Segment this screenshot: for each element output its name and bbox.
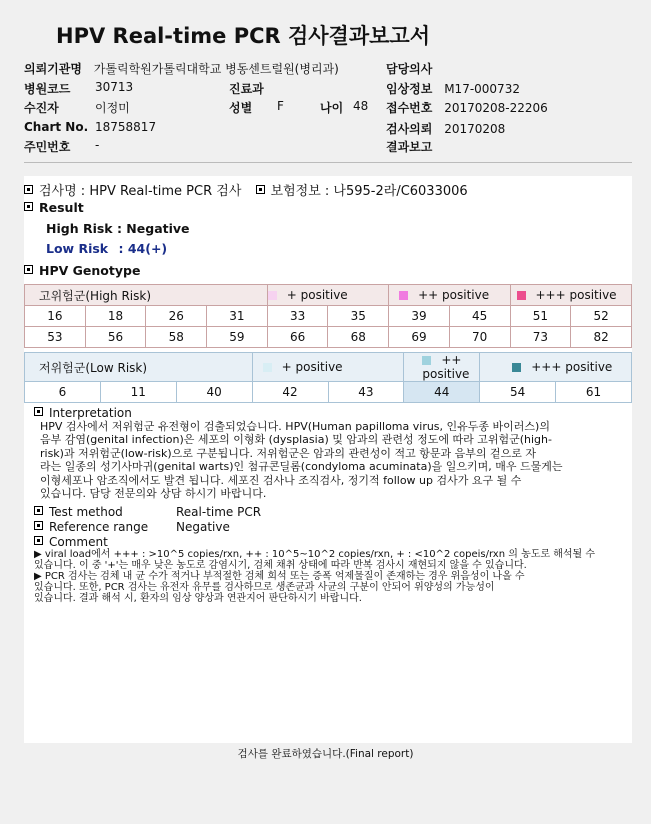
rrn-value: - — [95, 138, 100, 152]
low-risk-title: 저위험군(Low Risk) — [25, 353, 253, 382]
genotype-cell: 35 — [328, 306, 389, 327]
genotype-cell: 68 — [328, 327, 389, 348]
bullet-square-icon — [256, 185, 265, 194]
text-line: 음부 감염(genital infection)은 세포의 이형화 (dysplasia) 및 암과의 관련성 정도에 따라 고위험군(high- — [40, 433, 552, 447]
hosp-code-row — [24, 80, 70, 97]
low-risk-value: : 44(+) — [118, 241, 168, 256]
text-line: risk)과 저위험군(low-risk)으로 구분됩니다. 저위험군은 암과의 관련성이 적고 항문과 음부의 겉으로 자 — [40, 446, 536, 460]
text-line: 라는 일종의 성기사마귀(genital warts)인 첨규콘딜롬(condyloma acuminata)을 일으키며, 매우 드물게는 — [40, 460, 563, 474]
bullet-square-icon — [24, 265, 33, 274]
high-risk-header — [25, 285, 632, 306]
comment-text — [34, 549, 595, 604]
genotype-heading-text: HPV Genotype — [39, 263, 141, 278]
genotype-cell: 16 — [25, 306, 86, 327]
legend-swatch — [268, 291, 277, 300]
genotype-cell: 61 — [556, 382, 632, 403]
high-risk-table — [24, 284, 632, 348]
text-line: 있습니다. 결과 해석 시, 환자의 임상 양상과 연관지어 판단하시기 바랍니다. — [34, 593, 362, 604]
genotype-cell: 33 — [267, 306, 328, 327]
text-line: ▶ viral load에서 +++ : >10^5 copies/rxn, ++ : 10^5~10^2 copies/rxn, + : <10^2 copeis/rxn 의 농도로 해석될 수 — [34, 549, 596, 560]
reference-row — [34, 520, 148, 534]
genotype-cell: 52 — [571, 306, 632, 327]
table-row — [25, 382, 632, 403]
doctor-row — [386, 60, 432, 77]
table-row — [25, 327, 632, 348]
report-row — [386, 138, 432, 155]
table-row — [25, 306, 632, 327]
genotype-cell: 40 — [176, 382, 252, 403]
legend-label: + positive — [281, 360, 343, 374]
bullet-square-icon — [34, 521, 43, 530]
legend-plus2 — [389, 285, 510, 306]
legend-swatch — [512, 363, 521, 372]
genotype-cell: 11 — [100, 382, 176, 403]
comment-heading — [34, 535, 108, 549]
text-line: ▶ PCR 검사는 검체 내 균 수가 적거나 부적절한 검체 희석 또는 증폭 억제물질이 존재하는 경우 위음성이 나올 수 — [34, 571, 525, 582]
legend-plus2 — [404, 353, 480, 382]
legend-label: ++ positive — [422, 353, 470, 381]
result-heading — [24, 200, 84, 215]
receipt-value: 20170208-22206 — [444, 101, 548, 115]
req-org-row — [24, 60, 339, 77]
legend-swatch — [399, 291, 408, 300]
dept-label: 진료과 — [229, 82, 264, 96]
genotype-cell: 54 — [480, 382, 556, 403]
divider — [24, 162, 632, 163]
legend-swatch — [263, 363, 272, 372]
legend-plus3 — [510, 285, 632, 306]
clinical-label: 임상정보 — [386, 82, 433, 96]
genotype-cell: 73 — [510, 327, 571, 348]
high-risk-title: 고위험군(High Risk) — [25, 285, 268, 306]
chart-value: 18758817 — [95, 120, 157, 134]
request-value: 20170208 — [444, 122, 506, 136]
legend-swatch — [517, 291, 526, 300]
request-label: 검사의뢰 — [386, 122, 433, 136]
insurance-label: 보험정보 : — [270, 184, 330, 199]
genotype-cell: 6 — [25, 382, 101, 403]
insurance-value: 나595-2라/C6033006 — [333, 184, 468, 199]
genotype-cell: 45 — [449, 306, 510, 327]
genotype-cell: 66 — [267, 327, 328, 348]
high-risk-result: High Risk : Negative — [46, 221, 190, 236]
genotype-cell: 43 — [328, 382, 404, 403]
text-line: 있습니다. 담당 전문의와 상담 하시기 바랍니다. — [40, 487, 267, 501]
genotype-cell: 39 — [389, 306, 450, 327]
genotype-cell: 31 — [207, 306, 268, 327]
comment-heading-text: Comment — [49, 535, 108, 549]
bullet-square-icon — [24, 202, 33, 211]
legend-label: +++ positive — [535, 288, 617, 302]
reference-label: Reference range — [49, 520, 149, 534]
text-line: 있습니다. 이 중 '+'는 매우 낮은 농도로 감염시기, 검체 채취 상태에 따라 반복 검사시 재현되지 않을 수 있습니다. — [34, 560, 527, 571]
low-risk-table — [24, 352, 632, 403]
result-heading-text: Result — [39, 200, 84, 215]
genotype-cell-positive: 44 — [404, 382, 480, 403]
age-label: 나이 — [320, 101, 344, 115]
final-report-status: 검사를 완료하였습니다.(Final report) — [237, 748, 414, 760]
genotype-cell: 59 — [207, 327, 268, 348]
legend-plus — [252, 353, 404, 382]
genotype-cell: 18 — [85, 306, 146, 327]
interpretation-text — [40, 420, 563, 500]
bullet-square-icon — [34, 506, 43, 515]
age-value: 48 — [353, 99, 369, 113]
genotype-cell: 56 — [85, 327, 146, 348]
genotype-cell: 26 — [146, 306, 207, 327]
text-line: 이형세포나 암조직에서도 발견 됩니다. 세포진 검사나 조직검사, 정기적 follow up 검사가 요구 될 수 — [40, 473, 522, 487]
bullet-square-icon — [34, 407, 43, 416]
doctor-label: 담당의사 — [386, 62, 433, 76]
genotype-cell: 70 — [449, 327, 510, 348]
chart-label: Chart No. — [24, 120, 89, 134]
low-risk-header — [25, 353, 632, 382]
genotype-cell: 69 — [389, 327, 450, 348]
interpretation-heading — [34, 406, 132, 420]
legend-label: + positive — [286, 288, 348, 302]
low-risk-result — [46, 241, 167, 256]
genotype-cell: 82 — [571, 327, 632, 348]
interpretation-heading-text: Interpretation — [49, 406, 132, 420]
patient-label: 수진자 — [24, 101, 59, 115]
test-method-label: Test method — [49, 505, 123, 519]
reference-value: Negative — [176, 520, 230, 534]
report-title: HPV Real-time PCR 검사결과보고서 — [56, 24, 430, 48]
legend-plus — [267, 285, 388, 306]
bullet-square-icon — [34, 536, 43, 545]
genotype-cell: 42 — [252, 382, 328, 403]
hosp-code-label: 병원코드 — [24, 82, 71, 96]
legend-swatch — [422, 356, 431, 365]
bullet-square-icon — [24, 185, 33, 194]
genotype-cell: 58 — [146, 327, 207, 348]
patient-name: 이정미 — [95, 101, 130, 115]
sex-label: 성별 — [229, 101, 253, 115]
test-name-row — [24, 180, 468, 199]
legend-label: +++ positive — [531, 360, 613, 374]
legend-plus3 — [480, 353, 632, 382]
sex-value: F — [277, 99, 284, 113]
req-org-value: 가톨릭학원가톨릭대학교 병동센트럴원(병리과) — [93, 62, 339, 76]
report-label: 결과보고 — [386, 140, 433, 154]
legend-label: ++ positive — [418, 288, 490, 302]
text-line: 있습니다. 또한, PCR 검사는 유전자 유무를 검사하므로 생존균과 사균의 구분이 안되어 위양성의 가능성이 — [34, 582, 495, 593]
genotype-cell: 53 — [25, 327, 86, 348]
req-org-label: 의뢰기관명 — [24, 62, 82, 76]
text-line: HPV 검사에서 저위험군 유전형이 검출되었습니다. HPV(Human papilloma virus, 인유두종 바이러스)의 — [40, 420, 550, 433]
clinical-row — [386, 80, 520, 97]
test-name-label: 검사명 : — [39, 184, 86, 199]
test-method-value: Real-time PCR — [176, 505, 262, 519]
genotype-cell: 51 — [510, 306, 571, 327]
clinical-value: M17-000732 — [444, 82, 520, 96]
genotype-heading — [24, 263, 140, 278]
receipt-row — [386, 99, 548, 116]
low-risk-label: Low Risk — [46, 241, 109, 256]
test-method-row — [34, 505, 123, 519]
test-name-value: HPV Real-time PCR 검사 — [89, 184, 242, 199]
hosp-code-value: 30713 — [95, 80, 134, 94]
rrn-label: 주민번호 — [24, 140, 71, 154]
request-row — [386, 120, 505, 137]
receipt-label: 접수번호 — [386, 101, 433, 115]
